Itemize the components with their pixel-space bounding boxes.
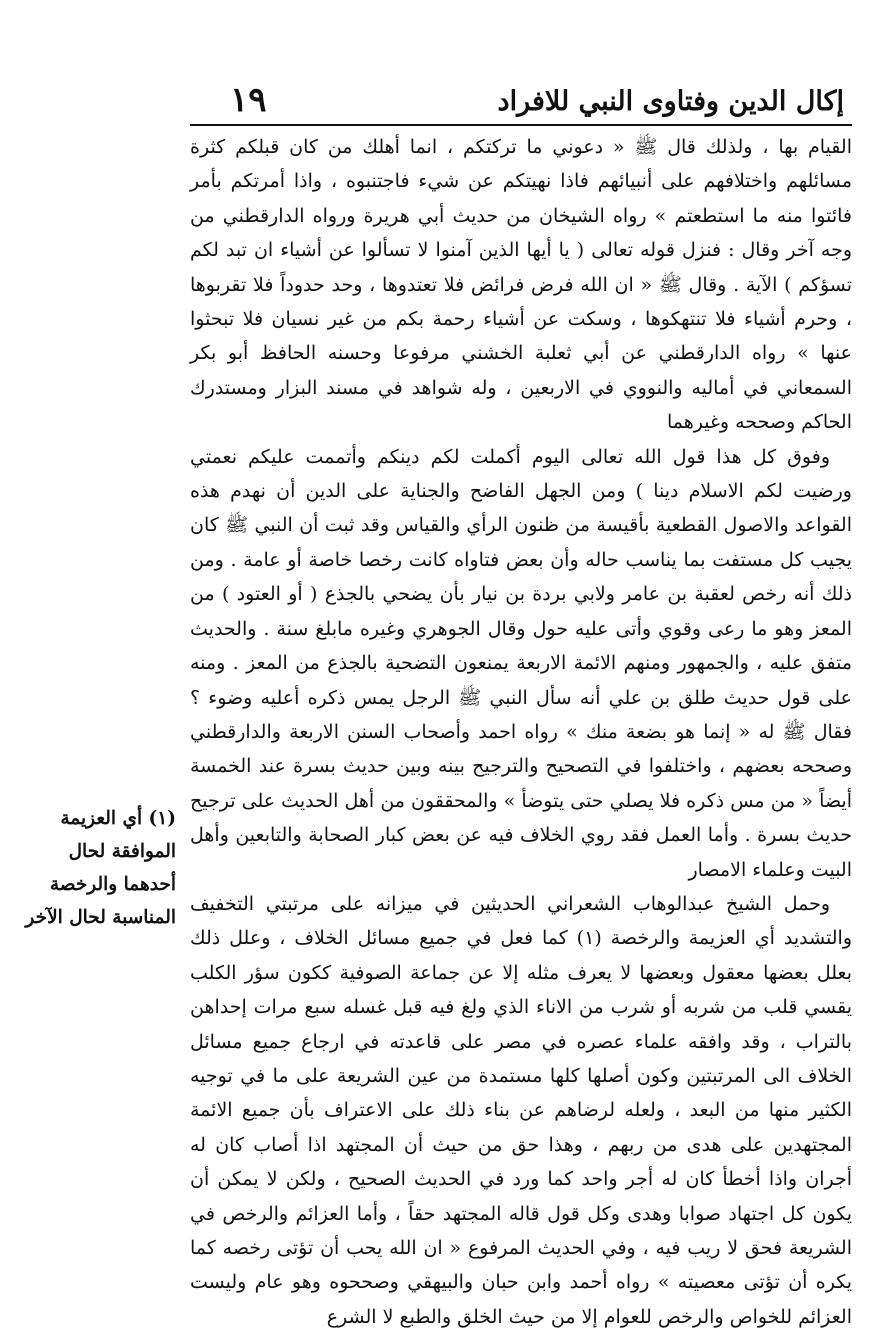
page-number: ١٩ — [230, 80, 267, 120]
paragraph-2: وفوق كل هذا قول الله تعالى اليوم أكملت لكم دينكم وأتممت عليكم نعمتي ورضيت لكم الاسلام دينا ) ومن الجهل الفاضح والجناية على الدين أن نهدم هذه القواعد والاصول القطعية بأقيسة من ظنون الرأي والقياس وقد ثبت أن النبي ﷺ كان يجيب كل مستفت بما يناسب حاله وأن بعض فتاواه كانت رخصا خاصة أو عامة . ومن ذلك أنه رخص لعقبة بن عامر ولابي بردة بن نيار بأن يضحي بالجذع ( أو العتود ) من المعز وهو ما رعى وقوي وأتى عليه حول وقال الجوهري وغيره مابلغ سنة . والحديث متفق عليه ، والجمهور ومنهم الائمة الاربعة يمنعون التضحية بالجذع من المعز . ومنه على قول حديث طلق بن علي أنه سأل النبي ﷺ الرجل يمس ذكره أعليه وضوء ؟ فقال ﷺ له « إنما هو بضعة منك » رواه احمد وأصحاب السنن الاربعة والدارقطني وصححه بعضهم ، واختلفوا في التصحيح والترجيح بينه وبين حديث بسرة عند الخمسة أيضاً « من مس ذكره فلا يصلي حتى يتوضأ » والمحققون من أهل الحديث على ترجيح حديث بسرة . وأما العمل فقد روي الخلاف فيه عن بعض كبار الصحابة والتابعين وأهل البيت وعلماء الامصار — [190, 445, 852, 881]
main-text — [190, 130, 852, 1334]
paragraph-1: القيام بها ، ولذلك قال ﷺ « دعوني ما تركتكم ، انما أهلك من كان قبلكم كثرة مسائلهم واختلافهم على أنبيائهم فاذا نهيتكم عن شيء فاجتنبوه ، واذا أمرتكم بأمر فائتوا منه ما استطعتم » رواه الشيخان من حديث أبي هريرة ورواه الدارقطني من وجه آخر وقال : فنزل قوله تعالى ( يا أيها الذين آمنوا لا تسألوا عن أشياء ان تبد لكم تسؤكم ) الآية . وقال ﷺ « ان الله فرض فرائض فلا تعتدوها ، وحد حدوداً فلا تقربوها ، وحرم أشياء فلا تنتهكوها ، وسكت عن أشياء رحمة بكم من غير نسيان فلا تبحثوا عنها » رواه الدارقطني عن أبي ثعلبة الخشني مرفوعا وحسنه الحافظ أبو بكر السمعاني في أماليه والنووي في الاربعين ، وله شواهد في مسند البزار ومستدرك الحاكم وصححه وغيرهما — [190, 136, 852, 434]
margin-footnote: (١) أي العزيمة الموافقة لحال أحدهما والرخصة المناسبة لحال الآخر — [25, 808, 176, 928]
running-title: إكال الدين وفتاوى النبي للافراد — [497, 86, 844, 117]
running-header — [190, 80, 852, 126]
paragraph-3: وحمل الشيخ عبدالوهاب الشعراني الحديثين في ميزانه على مرتبتي التخفيف والتشديد أي العزيمة والرخصة (١) كما فعل في جميع مسائل الخلاف ، وعلل ذلك بعلل بعضها معقول وبعضها لا يعرف مثله إلا عن جماعة الصوفية ككون سؤر الكلب يقسي قلب من شربه أو شرب من الاناء الذي ولغ فيه قبل غسله سبع مرات إحداهن بالتراب ، وقد وافقه علماء عصره في مصر على قاعدته في ارجاع جميع مسائل الخلاف الى المرتبتين وكون أصلها كلها مستمدة من عين الشريعة على ما في توجيه الكثير منها من البعد ، ولعله لرضاهم عن بناء ذلك على الاعتراف بأن جميع الائمة المجتهدين على هدى من ربهم ، وهذا حق من حيث أن المجتهد اذا أصاب كان له أجران واذا أخطأ كان له أجر واحد كما ورد في الحديث الصحيح ، ولكن لا يمكن أن يكون كل اجتهاد صوابا وهدى وكل قول قاله المجتهد حقاً ، وأما العزائم والرخص في الشريعة فحق لا ريب فيه ، وفي الحديث المرفوع « ان الله يحب أن تؤتى رخصه كما يكره أن تؤتى معصيته » رواه أحمد وابن حبان والبيهقي وصححوه وهو عام وليست العزائم للخواص والرخص للعوام إلا من حيث الخلق والطبع لا الشرع — [190, 892, 853, 1328]
